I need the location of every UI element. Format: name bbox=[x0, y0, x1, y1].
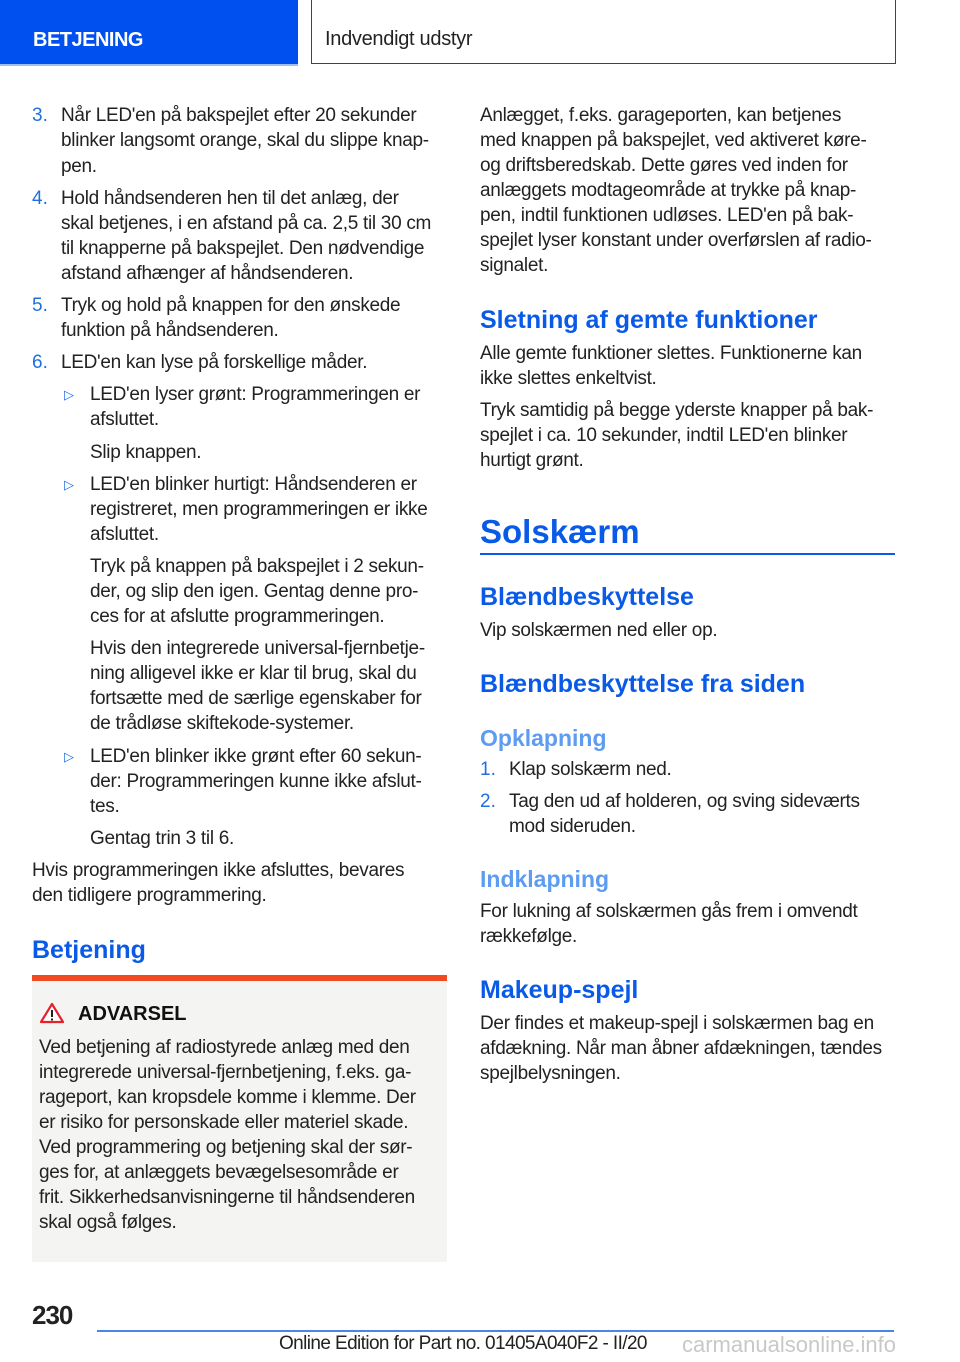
warning-triangle-icon bbox=[39, 1002, 65, 1024]
triangle-bullet-icon: ▷ bbox=[64, 477, 74, 492]
chapter-heading: Solskærm bbox=[480, 513, 640, 550]
text-line: spejlbelysningen. bbox=[480, 1063, 621, 1084]
text-line: LED'en kan lyse på forskellige måder. bbox=[61, 352, 368, 373]
text-line: Ved betjening af radiostyrede anlæg med den bbox=[39, 1037, 410, 1058]
text-line: Hold håndsenderen hen til det anlæg, der bbox=[61, 188, 399, 209]
text-line: integrerede universal-fjernbetjening, f.eks. ga- bbox=[39, 1062, 412, 1083]
text-line: de trådløse skiftekode-systemer. bbox=[90, 713, 354, 734]
text-line: med knappen på bakspejlet, ved aktiveret køre- bbox=[480, 130, 867, 151]
section-heading: Blændbeskyttelse bbox=[480, 583, 694, 611]
text-line: afsluttet. bbox=[90, 409, 159, 430]
text-line: der: Programmeringen kunne ikke afslut- bbox=[90, 771, 422, 792]
text-line: er risiko for personskade eller materiel skade. bbox=[39, 1112, 409, 1133]
text-line: Slip knappen. bbox=[90, 442, 202, 463]
text-line: Anlægget, f.eks. garageporten, kan betjenes bbox=[480, 105, 842, 126]
text-line: spejlet lyser konstant under overførslen af radio- bbox=[480, 230, 872, 251]
triangle-bullet-icon: ▷ bbox=[64, 749, 74, 764]
step-number: 2. bbox=[480, 791, 496, 812]
text-line: pen. bbox=[61, 156, 97, 177]
text-line: skal også følges. bbox=[39, 1212, 177, 1233]
step-number: 6. bbox=[32, 352, 48, 373]
text-line: mod sideruden. bbox=[509, 816, 636, 837]
text-line: afsluttet. bbox=[90, 524, 159, 545]
text-line: Hvis programmeringen ikke afsluttes, bevares bbox=[32, 860, 405, 881]
text-line: LED'en blinker hurtigt: Håndsenderen er bbox=[90, 474, 417, 495]
text-line: afstand afhænger af håndsenderen. bbox=[61, 263, 354, 284]
text-line: Hvis den integrerede universal-fjernbetje- bbox=[90, 638, 425, 659]
text-line: hurtigt grønt. bbox=[480, 450, 584, 471]
text-line: Tryk samtidig på begge yderste knapper på bak- bbox=[480, 400, 874, 421]
text-line: Der findes et makeup-spejl i solskærmen bag en bbox=[480, 1013, 874, 1034]
section-heading: Betjening bbox=[32, 936, 146, 964]
text-line: rageport, kan kropsdele komme i klemme. Der bbox=[39, 1087, 416, 1108]
text-line: signalet. bbox=[480, 255, 549, 276]
text-line: Tag den ud af holderen, og sving sideværts bbox=[509, 791, 860, 812]
text-line: ning alligevel ikke er klar til brug, skal du bbox=[90, 663, 417, 684]
text-line: til knapperne på bakspejlet. Den nødvendige bbox=[61, 238, 425, 259]
section-title: BETJENING bbox=[33, 29, 143, 51]
text-line: funktion på håndsenderen. bbox=[61, 320, 279, 341]
text-line: og driftsberedskab. Dette gøres ved inden for bbox=[480, 155, 848, 176]
text-line: Tryk på knappen på bakspejlet i 2 sekun- bbox=[90, 556, 424, 577]
text-line: Klap solskærm ned. bbox=[509, 759, 672, 780]
chapter-box bbox=[311, 0, 896, 64]
text-line: ges for, at anlæggets bevægelsesområde er bbox=[39, 1162, 399, 1183]
section-heading: Sletning af gemte funktioner bbox=[480, 306, 818, 334]
subsection-heading: Opklapning bbox=[480, 725, 607, 751]
text-line: afdækning. Når man åbner afdækningen, tændes bbox=[480, 1038, 882, 1059]
section-heading: Blændbeskyttelse fra siden bbox=[480, 670, 806, 698]
heading-rule bbox=[480, 553, 895, 555]
text-line: Ved programmering og betjening skal der sør- bbox=[39, 1137, 413, 1158]
step-number: 4. bbox=[32, 188, 48, 209]
text-line: rækkefølge. bbox=[480, 926, 578, 947]
warning-title: ADVARSEL bbox=[78, 1003, 187, 1025]
text-line: spejlet i ca. 10 sekunder, indtil LED'en blinker bbox=[480, 425, 848, 446]
text-line: Alle gemte funktioner slettes. Funktionerne kan bbox=[480, 343, 862, 364]
text-line: Tryk og hold på knappen for den ønskede bbox=[61, 295, 401, 316]
text-line: tes. bbox=[90, 796, 120, 817]
text-line: Vip solskærmen ned eller op. bbox=[480, 620, 718, 641]
text-line: registreret, men programmeringen er ikke bbox=[90, 499, 428, 520]
text-line: den tidligere programmering. bbox=[32, 885, 267, 906]
section-heading: Makeup-spejl bbox=[480, 976, 639, 1004]
text-line: frit. Sikkerhedsanvisningerne til håndsenderen bbox=[39, 1187, 415, 1208]
text-line: anlæggets modtageområde at trykke på knap- bbox=[480, 180, 857, 201]
subsection-heading: Indklapning bbox=[480, 866, 610, 892]
text-line: Når LED'en på bakspejlet efter 20 sekunder bbox=[61, 105, 417, 126]
section-tab bbox=[0, 0, 298, 66]
text-line: For lukning af solskærmen gås frem i omvendt bbox=[480, 901, 858, 922]
watermark: carmanualsonline.info bbox=[682, 1332, 897, 1357]
text-line: pen, indtil funktionen udløses. LED'en på bak- bbox=[480, 205, 854, 226]
page-number: 230 bbox=[32, 1300, 73, 1330]
triangle-bullet-icon: ▷ bbox=[64, 387, 74, 402]
text-line: LED'en lyser grønt: Programmeringen er bbox=[90, 384, 421, 405]
text-line: Gentag trin 3 til 6. bbox=[90, 828, 234, 849]
text-line: blinker langsomt orange, skal du slippe knap- bbox=[61, 130, 429, 151]
text-line: ces for at afslutte programmeringen. bbox=[90, 606, 385, 627]
step-number: 5. bbox=[32, 295, 48, 316]
text-line: fortsætte med de særlige egenskaber for bbox=[90, 688, 422, 709]
edition-text: Online Edition for Part no. 01405A040F2 - II/20 bbox=[279, 1333, 647, 1354]
text-line: skal betjenes, i en afstand på ca. 2,5 til 30 cm bbox=[61, 213, 432, 234]
step-number: 3. bbox=[32, 105, 48, 126]
chapter-title: Indvendigt udstyr bbox=[325, 28, 473, 50]
text-line: ikke slettes enkeltvist. bbox=[480, 368, 657, 389]
text-line: der, og slip den igen. Gentag denne pro- bbox=[90, 581, 419, 602]
text-line: LED'en blinker ikke grønt efter 60 sekun- bbox=[90, 746, 422, 767]
step-number: 1. bbox=[480, 759, 496, 780]
